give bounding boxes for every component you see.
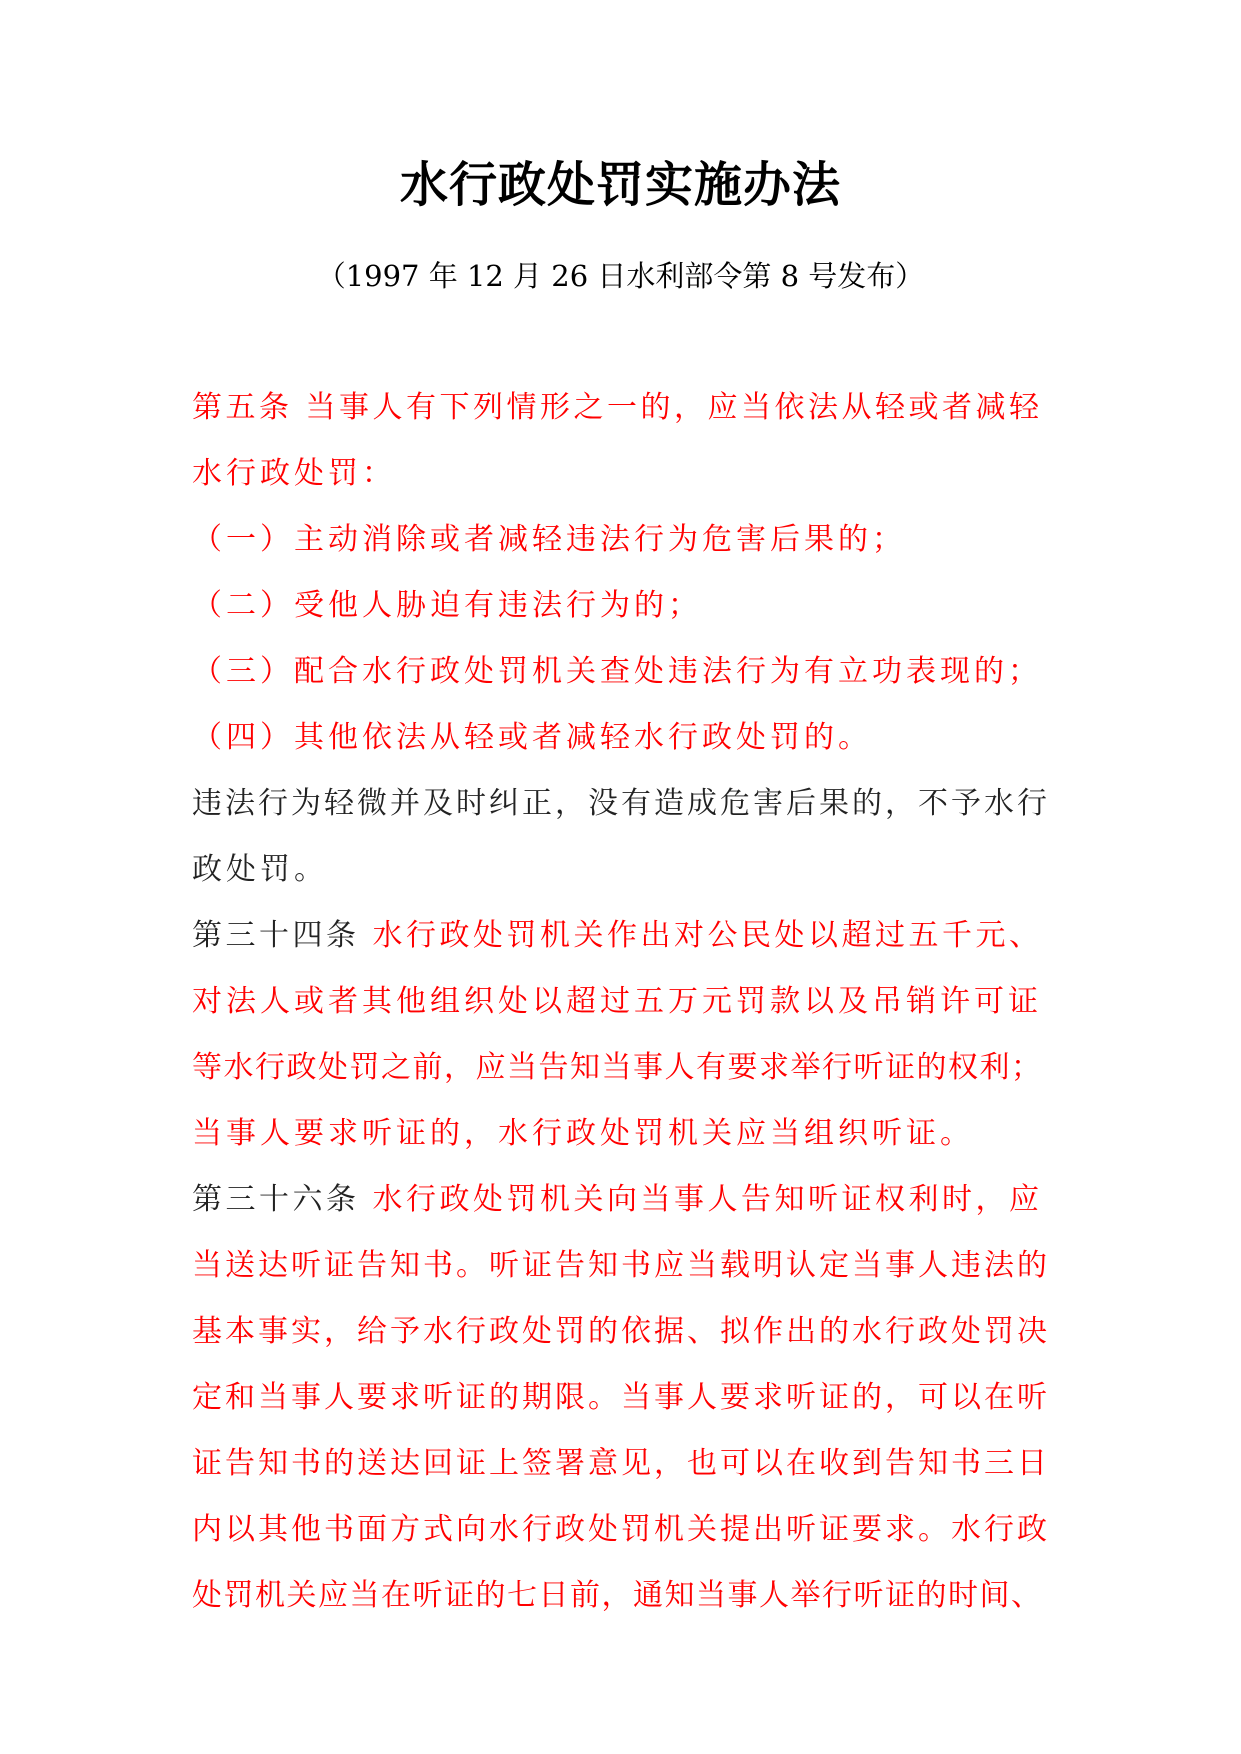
text-line [192, 1365, 1050, 1431]
text-line [192, 375, 1050, 441]
text-line [192, 903, 1050, 969]
text-line [192, 1035, 1050, 1101]
text-segment: 处罚机关应当在听证的七日前，通知当事人举行听证的时间、 [192, 1578, 1043, 1613]
text-segment: 第三十六条 [192, 1182, 373, 1217]
text-segment: 等水行政处罚之前，应当告知当事人有要求举行听证的权利； [192, 1050, 1043, 1085]
text-line [192, 639, 1050, 705]
text-line [192, 1497, 1050, 1563]
text-line [192, 705, 1050, 771]
text-segment: 违法行为轻微并及时纠正，没有造成危害后果的，不予水行 [192, 786, 1050, 821]
text-segment: （四）其他依法从轻或者减轻水行政处罚的。 [192, 720, 872, 755]
text-line [192, 1233, 1050, 1299]
text-segment: 内以其他书面方式向水行政处罚机关提出听证要求。水行政 [192, 1512, 1050, 1547]
text-segment: 第五条 当事人有下列情形之一的，应当依法从轻或者减轻 [192, 390, 1043, 425]
text-segment: 对法人或者其他组织处以超过五万元罚款以及吊销许可证 [192, 984, 1042, 1019]
text-line [192, 1101, 1050, 1167]
text-line [192, 1431, 1050, 1497]
text-line [192, 441, 1050, 507]
document-body [192, 375, 1050, 1629]
document-subtitle: （1997 年 12 月 26 日水利部令第 8 号发布） [316, 259, 925, 293]
text-segment: （二）受他人胁迫有违法行为的； [192, 588, 702, 623]
text-line [192, 1167, 1050, 1233]
text-segment: （三）配合水行政处罚机关查处违法行为有立功表现的； [192, 654, 1042, 689]
text-segment: 证告知书的送达回证上签署意见，也可以在收到告知书三日 [192, 1446, 1050, 1481]
text-line [192, 573, 1050, 639]
text-segment: 基本事实，给予水行政处罚的依据、拟作出的水行政处罚决 [192, 1314, 1050, 1349]
document-title: 水行政处罚实施办法 [399, 157, 841, 213]
text-line [192, 1563, 1050, 1629]
text-segment: 水行政处罚机关向当事人告知听证权利时，应 [372, 1182, 1043, 1217]
text-segment: 政处罚。 [192, 852, 328, 887]
text-segment: （一）主动消除或者减轻违法行为危害后果的； [192, 522, 906, 557]
text-segment: 当送达听证告知书。听证告知书应当载明认定当事人违法的 [192, 1248, 1050, 1283]
text-line [192, 507, 1050, 573]
text-segment: 第三十四条 [192, 918, 373, 953]
text-segment: 定和当事人要求听证的期限。当事人要求听证的，可以在听 [192, 1380, 1050, 1415]
text-line [192, 771, 1050, 837]
text-segment: 当事人要求听证的，水行政处罚机关应当组织听证。 [192, 1116, 974, 1151]
text-line [192, 1299, 1050, 1365]
text-segment: 水行政处罚机关作出对公民处以超过五千元、 [372, 918, 1043, 953]
text-segment: 水行政处罚： [192, 456, 396, 491]
text-line [192, 969, 1050, 1035]
text-line [192, 837, 1050, 903]
